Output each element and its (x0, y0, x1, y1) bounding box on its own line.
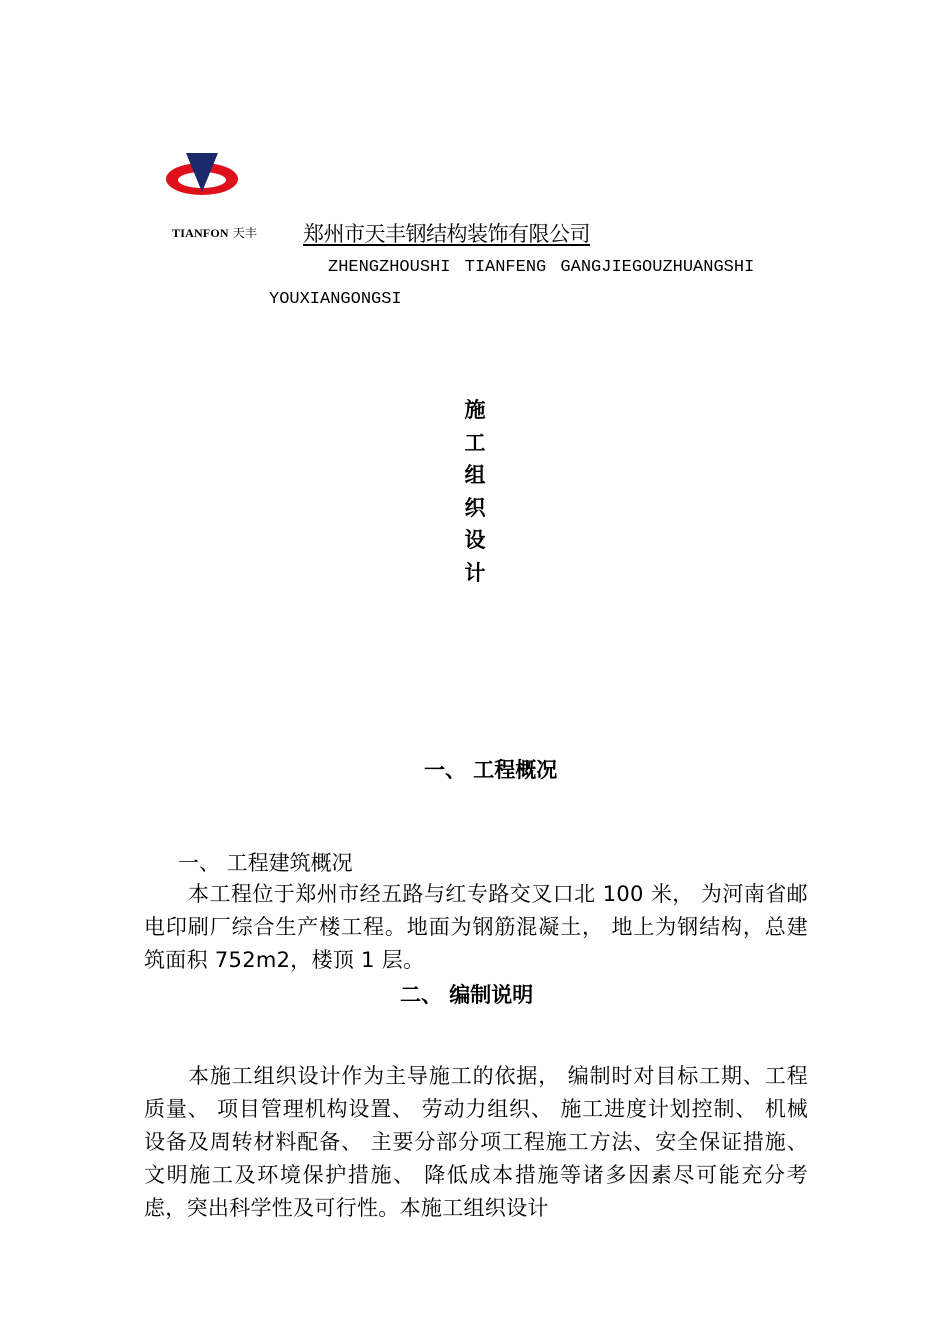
title-char: 工 (464, 430, 486, 455)
title-char: 设 (464, 528, 486, 552)
paragraph-compilation-notes: 本施工组织设计作为主导施工的依据， 编制时对目标工期、工程质量、 项目管理机构设置、 劳动力组织、 施工进度计划控制、 机械设备及周转材料配备、 主要分部分项工程施工方法、安全保证措施、 文明施工及环境保护措施、 降低成本措施等诸多因素尽可能充分考虑，突出科学性及可行性。本施工组织设计 (144, 1064, 808, 1220)
document-title (462, 394, 488, 589)
title-char: 施 (464, 398, 486, 422)
title-char: 计 (464, 560, 486, 585)
title-char: 织 (464, 495, 486, 520)
section-heading-compilation: 二、 编制说明 (400, 983, 534, 1007)
company-name: 郑州市天丰钢结构装饰有限公司 (303, 222, 590, 246)
company-pinyin-line1: ZHENGZHOUSHI TIANFENG GANGJIEGOUZHUANGSHI (328, 258, 755, 277)
logo-wordmark (172, 224, 257, 241)
logo-brand: TIANFON (172, 226, 229, 240)
logo-brand-cn: 天丰 (232, 226, 258, 240)
title-char: 组 (464, 463, 486, 487)
paragraph-building-overview: 本工程位于郑州市经五路与红专路交叉口北 100 米， 为河南省邮电印刷厂综合生产楼工程。地面为钢筋混凝土， 地上为钢结构，总建筑面积 752m2，楼顶 1 层。 (144, 882, 808, 972)
company-pinyin-line2: YOUXIANGONGSI (269, 290, 402, 309)
subsection-heading-building: 一、 工程建筑概况 (178, 851, 353, 875)
section-heading-overview: 一、 工程概况 (424, 758, 558, 782)
tianfon-logo-icon (165, 152, 239, 198)
